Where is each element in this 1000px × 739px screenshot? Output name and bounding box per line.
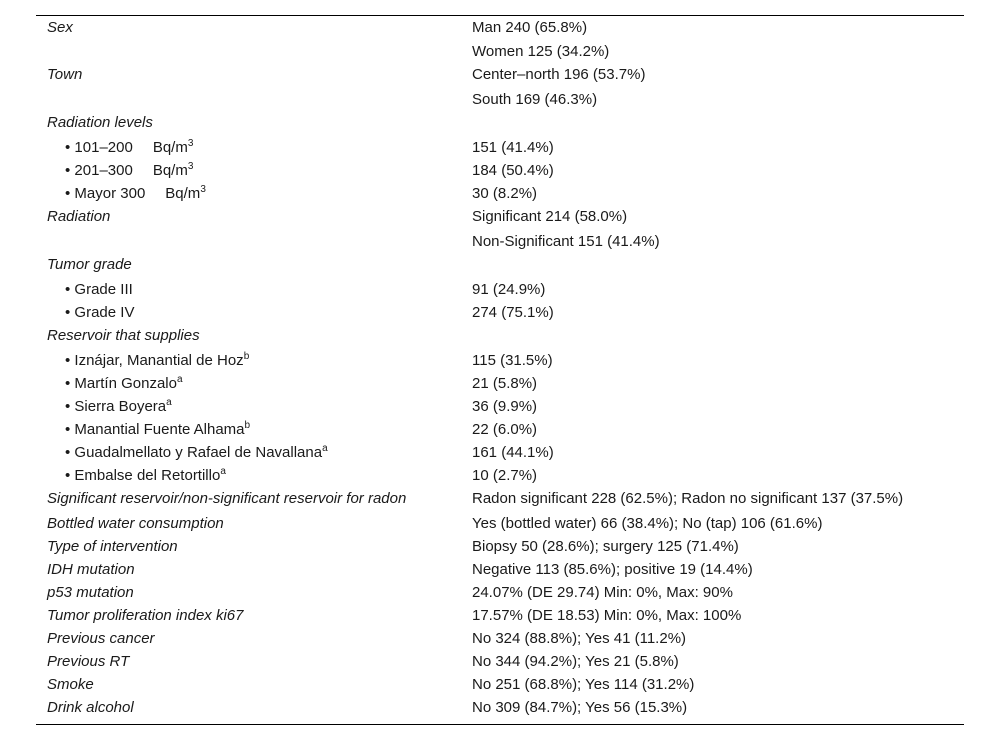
row-value: Biopsy 50 (28.6%); surgery 125 (71.4%) [472,538,739,555]
table-row [36,696,964,719]
sub-label: • Grade III [65,281,133,298]
table-row [36,627,964,650]
sub-label: • Grade IV [65,304,135,321]
table-row [36,464,964,487]
row-label: Radiation [47,208,111,225]
table-row [36,604,964,627]
row-value: 274 (75.1%) [472,304,554,321]
table-row [36,40,964,63]
row-label: Bottled water consumption [47,515,224,532]
row-value: 22 (6.0%) [472,421,538,438]
row-label: Sex [47,19,73,36]
row-value: No 309 (84.7%); Yes 56 (15.3%) [472,699,688,716]
sub-label: • Mayor 300 $Bq/m^3$ [65,184,206,202]
row-value: 24.07% (DE 29.74) Min: 0%, Max: 90% [472,584,733,601]
row-value: South 169 (46.3%) [472,91,598,108]
table-row [36,512,964,535]
table-row [36,136,964,159]
table-row [36,535,964,558]
sub-label: • 201–300 $Bq/m^3$ [65,161,194,179]
row-value: 91 (24.9%) [472,281,546,298]
table-row [36,278,964,301]
table-row [36,581,964,604]
table-row [36,301,964,324]
row-value: 17.57% (DE 18.53) Min: 0%, Max: 100% [472,607,742,624]
table-row [36,372,964,395]
table-row [36,487,964,512]
row-value: No 344 (94.2%); Yes 21 (5.8%) [472,653,679,670]
characteristics-table [36,15,964,725]
row-value: Significant 214 (58.0%) [472,208,628,225]
row-label: Significant reservoir/non-significant reservoir for radon [47,490,407,507]
row-label: Town [47,66,83,83]
row-value: 115 (31.5%) [472,352,553,369]
section-label: Tumor grade [47,256,132,273]
row-value: Yes (bottled water) 66 (38.4%); No (tap) 106 (61.6%) [472,515,823,532]
table-row [36,418,964,441]
table-row [36,159,964,182]
table-row [36,230,964,253]
row-value: Women 125 (34.2%) [472,43,610,60]
row-value: Center–north 196 (53.7%) [472,66,646,83]
row-label: Previous RT [47,653,130,670]
table-row [36,324,964,349]
section-label: Reservoir that supplies [47,327,200,344]
row-value: Man 240 (65.8%) [472,19,588,36]
section-label: Radiation levels [47,114,153,131]
row-value: No 324 (88.8%); Yes 41 (11.2%) [472,630,687,647]
table-row [36,16,964,40]
row-label: Drink alcohol [47,699,134,716]
row-label: Type of intervention [47,538,178,555]
sub-label: • Sierra Boyera$^a$ [65,397,172,415]
table-row [36,253,964,278]
row-value: Negative 113 (85.6%); positive 19 (14.4%) [472,561,753,578]
row-value: Radon significant 228 (62.5%); Radon no significant 137 (37.5%) [472,490,904,507]
table-row [36,650,964,673]
sub-label: • Guadalmellato y Rafael de Navallana$^a$ [65,443,328,461]
sub-label: • Martín Gonzalo$^a$ [65,374,183,392]
sub-label: • Manantial Fuente Alhama$^b$ [65,420,251,438]
sub-label: • Iznájar, Manantial de Hoz$^b$ [65,351,250,369]
table-row [36,182,964,205]
sub-label: • Embalse del Retortillo$^a$ [65,466,226,484]
table-row [36,205,964,230]
row-value: 151 (41.4%) [472,139,554,156]
row-value: No 251 (68.8%); Yes 114 (31.2%) [472,676,695,693]
row-label: IDH mutation [47,561,135,578]
row-value: 161 (44.1%) [472,444,554,461]
row-value: Non-Significant 151 (41.4%) [472,233,660,250]
table-row [36,673,964,696]
row-label: p53 mutation [47,584,134,601]
row-label: Previous cancer [47,630,155,647]
row-value: 184 (50.4%) [472,162,554,179]
sub-label: • 101–200 $Bq/m^3$ [65,138,194,156]
row-value: 30 (8.2%) [472,185,538,202]
table-row [36,63,964,88]
row-value: 36 (9.9%) [472,398,538,415]
table-row [36,349,964,372]
table-row [36,88,964,111]
table-row [36,111,964,136]
table-row [36,558,964,581]
row-value: 21 (5.8%) [472,375,538,392]
row-value: 10 (2.7%) [472,467,538,484]
table-row [36,395,964,418]
row-label: Smoke [47,676,94,693]
table-row [36,441,964,464]
row-label: Tumor proliferation index ki67 [47,607,244,624]
